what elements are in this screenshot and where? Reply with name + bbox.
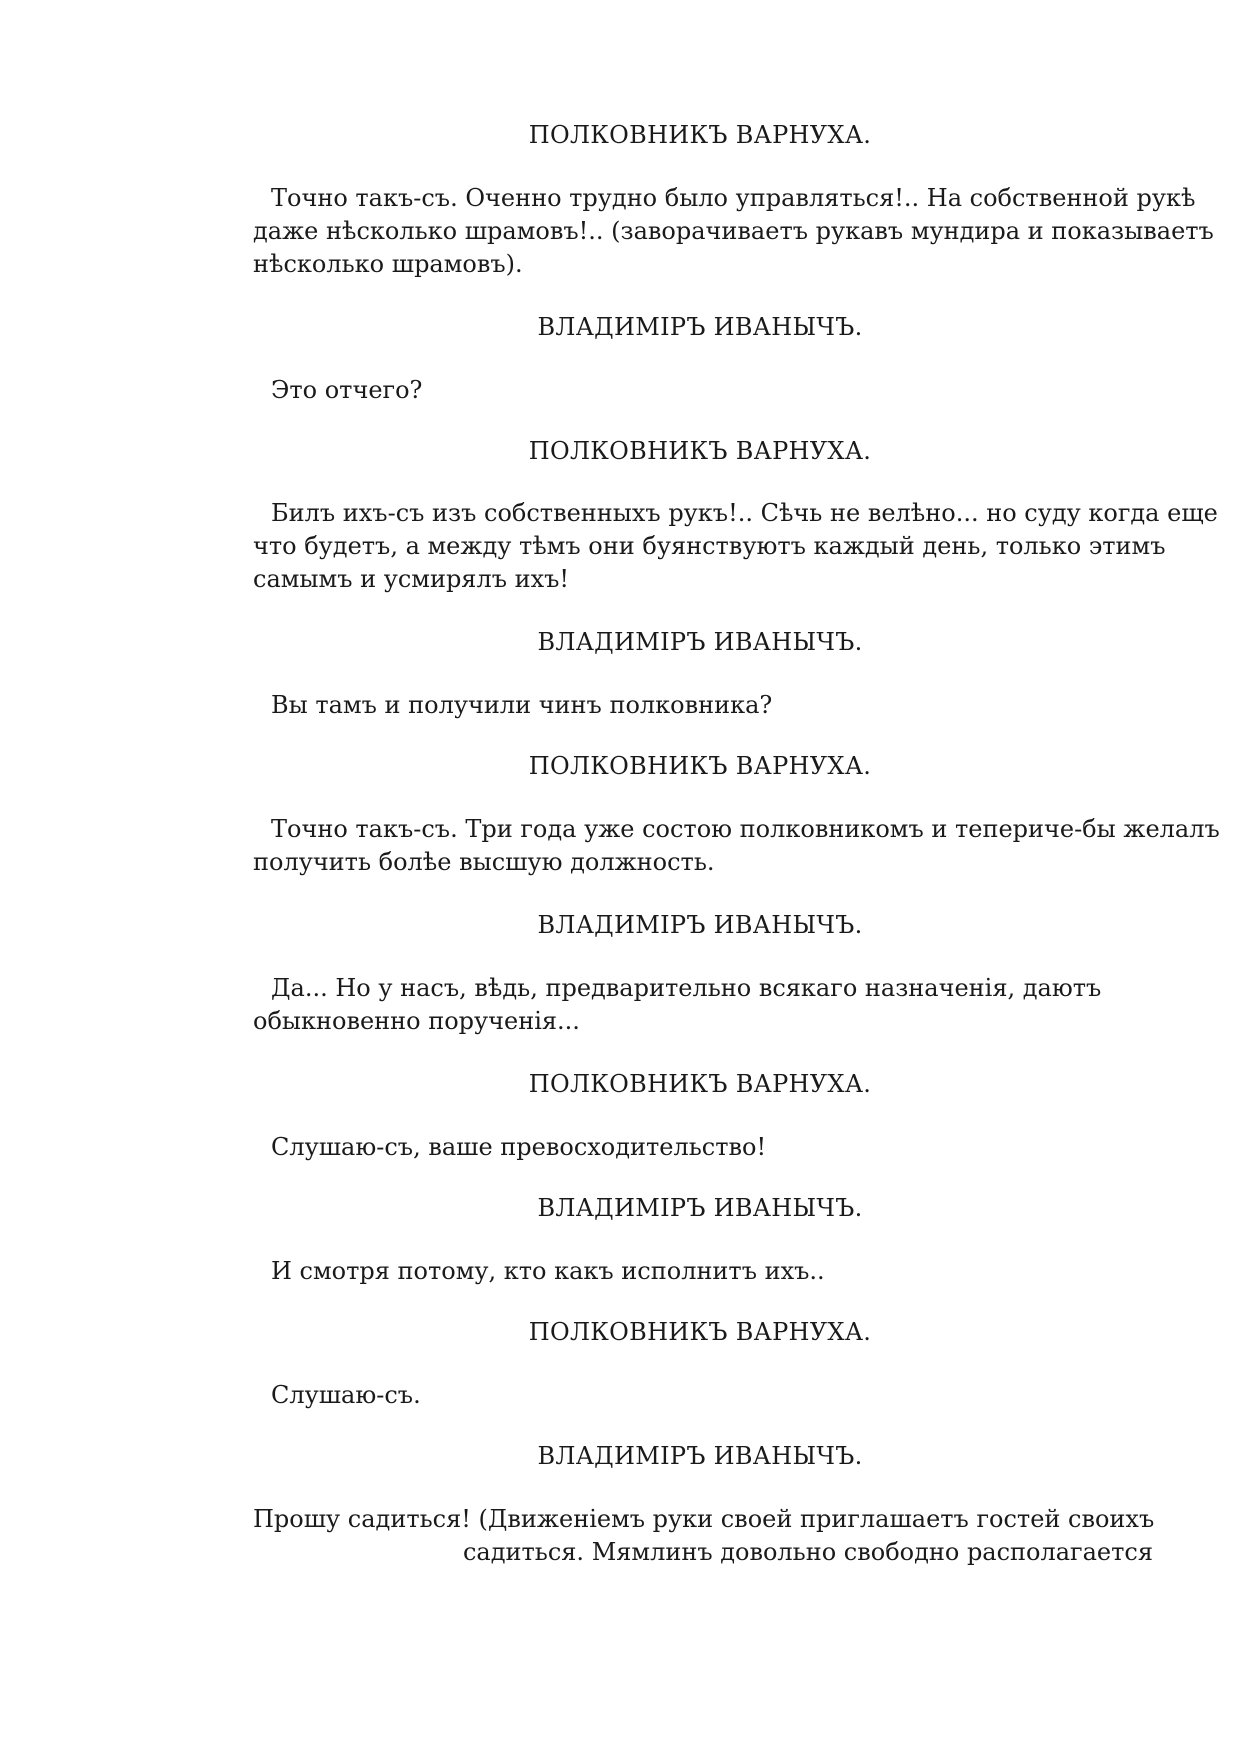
speech-block [253,689,1153,722]
speaker-heading: ВЛАДИМIРЪ ИВАНЫЧЪ. [537,1194,863,1222]
speaker-heading: ВЛАДИМIРЪ ИВАНЫЧЪ. [537,1442,863,1470]
speech-line: Слушаю-съ. [271,1381,421,1409]
speech-line: что будетъ, а между тѣмъ они буянствуютъ каждый день, только этимъ [253,532,1166,560]
speech-line: И смотря потому, кто какъ исполнитъ ихъ.. [271,1257,825,1285]
speech-line: Точно такъ-съ. Оченно трудно было управляться!.. На собственной рукѣ [271,184,1196,212]
speaker-heading: ВЛАДИМIРЪ ИВАНЫЧЪ. [537,313,863,341]
speech-line: Слушаю-съ, ваше превосходительство! [271,1133,767,1161]
speech-line: самымъ и усмирялъ ихъ! [253,565,570,593]
speaker-heading: ПОЛКОВНИКЪ ВАРНУХА. [528,1318,872,1346]
speech-block [253,1131,1153,1164]
speaker-heading: ВЛАДИМIРЪ ИВАНЫЧЪ. [537,628,863,656]
speech-line: нѣсколько шрамовъ). [253,250,523,278]
speaker-heading: ПОЛКОВНИКЪ ВАРНУХА. [528,1070,872,1098]
speech-line: Билъ ихъ-съ изъ собственныхъ рукъ!.. Сѣчь не велѣно... но суду когда еще [271,499,1218,527]
speaker-heading: ПОЛКОВНИКЪ ВАРНУХА. [528,437,872,465]
speech-block [253,374,1153,407]
speech-block [253,1503,1153,1569]
speech-line: получить болѣе высшую должность. [253,848,715,876]
speech-line: обыкновенно порученiя... [253,1007,580,1035]
speech-block [253,1379,1153,1412]
speech-block [253,1255,1153,1288]
speaker-heading: ВЛАДИМIРЪ ИВАНЫЧЪ. [537,911,863,939]
speech-block [253,972,1153,1038]
speech-line: Да... Но у насъ, вѣдь, предварительно всякаго назначенiя, даютъ [271,974,1102,1002]
speaker-heading: ПОЛКОВНИКЪ ВАРНУХА. [528,752,872,780]
speech-line: садиться. Мямлинъ довольно свободно располагается [462,1538,1153,1566]
speech-line: Вы тамъ и получили чинъ полковника? [271,691,773,719]
speech-line: Точно такъ-съ. Три года уже состою полковникомъ и тепериче-бы желалъ [271,815,1220,843]
speech-block [253,497,1218,596]
speech-line: Прошу садиться! (Движенiемъ руки своей приглашаетъ гостей своихъ [253,1505,1155,1533]
speech-block [253,813,1220,879]
speech-line: Это отчего? [271,376,423,404]
speech-block [253,182,1214,281]
speech-line: даже нѣсколько шрамовъ!.. (заворачиваетъ рукавъ мундира и показываетъ [253,217,1214,245]
speaker-heading: ПОЛКОВНИКЪ ВАРНУХА. [528,121,872,149]
